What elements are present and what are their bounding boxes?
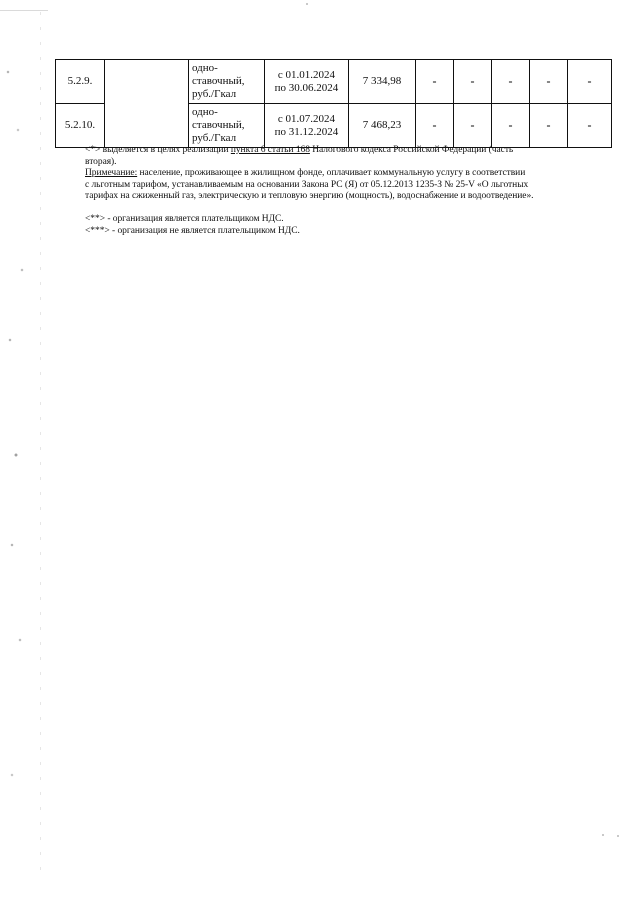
unit-cell xyxy=(189,60,265,104)
unit-line: одно- xyxy=(192,106,218,118)
unit-line: ставочный, xyxy=(192,75,245,87)
footnotes-block xyxy=(85,145,595,237)
dash-cell: - xyxy=(416,104,454,148)
period-cell xyxy=(265,60,349,104)
blank-merged-cell xyxy=(105,60,189,148)
dash-cell: - xyxy=(454,60,492,104)
period-start: с 01.01.2024 xyxy=(277,68,336,81)
tariff-value: 7 334,98 xyxy=(362,75,402,87)
dash-cell: - xyxy=(530,104,568,148)
footnote-vat-reference-line xyxy=(85,145,595,157)
scan-edge-noise xyxy=(0,0,48,905)
table-row xyxy=(56,60,612,104)
dash-cell: - xyxy=(492,104,530,148)
period-end: по 30.06.2024 xyxy=(274,81,339,94)
unit-cell xyxy=(189,104,265,148)
note-label: Примечание: xyxy=(85,168,138,178)
tariff-value: 7 468,23 xyxy=(362,119,402,131)
note-line: с льготным тарифом, устанавливаемым на основании Закона РС (Я) от 05.12.2013 1235-З № 25-V «О льготных xyxy=(85,179,529,190)
non-vat-payer-note: <***> - организация не является плательщиком НДС. xyxy=(85,225,300,236)
vat-payer-note: <**> - организация является плательщиком НДС. xyxy=(85,214,284,224)
dash-cell: - xyxy=(454,104,492,148)
unit-line: руб./Гкал xyxy=(192,132,237,144)
scan-speck xyxy=(602,834,604,836)
tariff-table xyxy=(55,59,612,148)
footnote-suffix: Налогового кодекса Российской Федерации (часть xyxy=(309,145,514,155)
row-number: 5.2.10. xyxy=(64,119,96,131)
row-number: 5.2.9. xyxy=(67,75,93,87)
note-line xyxy=(85,168,595,180)
footnote-prefix: <*> выделяется в целях реализации xyxy=(85,145,231,155)
dash-cell: - xyxy=(568,60,612,104)
period-cell xyxy=(265,104,349,148)
note-text: население, проживающее в жилищном фонде, оплачивает коммунальную услугу в соответствии xyxy=(137,168,526,178)
dash-cell: - xyxy=(492,60,530,104)
row-number-cell xyxy=(56,60,105,104)
scan-speck xyxy=(617,835,619,837)
period-end: по 31.12.2024 xyxy=(274,125,339,138)
footnote-continuation: вторая). xyxy=(85,156,117,167)
scan-speck xyxy=(306,3,308,5)
period-start: с 01.07.2024 xyxy=(277,112,336,125)
note-gap xyxy=(85,203,595,215)
tax-code-link[interactable]: пункта 6 статьи 168 xyxy=(230,145,310,155)
dash-cell: - xyxy=(530,60,568,104)
unit-line: ставочный, xyxy=(192,119,245,131)
dash-cell: - xyxy=(416,60,454,104)
unit-line: одно- xyxy=(192,62,218,74)
note-line: тарифах на сжиженный газ, электрическую и тепловую энергию (мощность), водоснабжение и водоотведение». xyxy=(85,191,534,201)
tariff-value-cell xyxy=(349,60,416,104)
row-number-cell xyxy=(56,104,105,148)
dash-cell: - xyxy=(568,104,612,148)
tariff-value-cell xyxy=(349,104,416,148)
unit-line: руб./Гкал xyxy=(192,88,237,100)
